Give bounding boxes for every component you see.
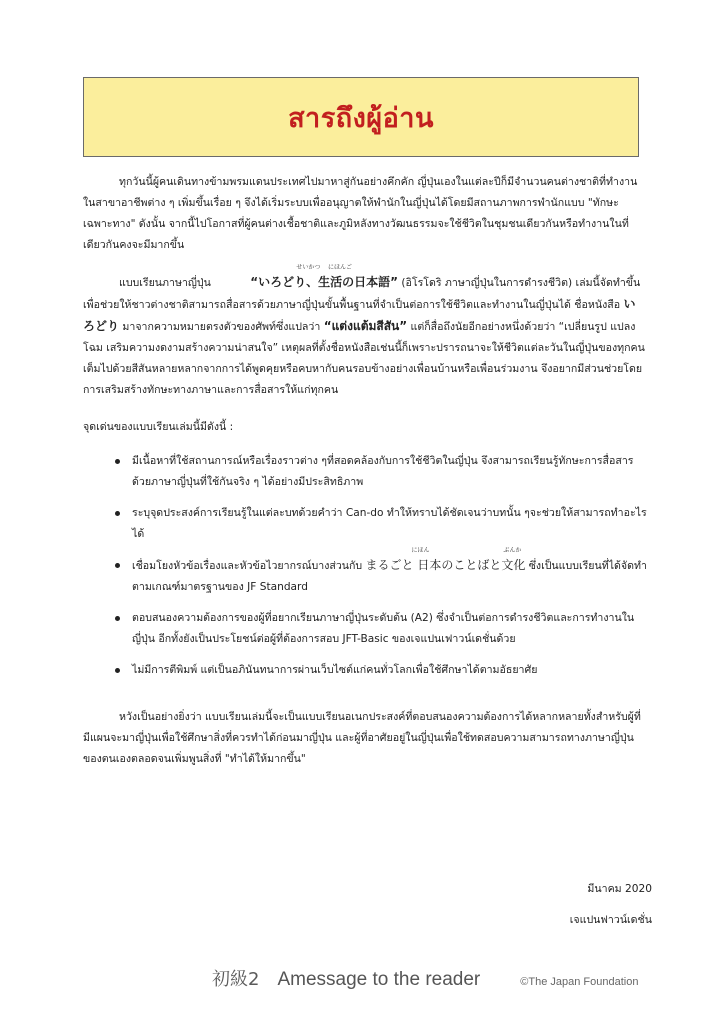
ruby-seikatsu: せいかつ [296, 264, 321, 271]
page-footer [212, 965, 638, 991]
feature-text-b: ซึ่งเป็นแบบเรียนที่ได้จัดทำตามเกณฑ์มาตรฐานของ JF Standard [132, 560, 647, 593]
footer-message: Amessage to the reader [277, 969, 481, 990]
feature-item [115, 547, 647, 598]
signature: เจแปนฟาวน์เดชั่น [569, 914, 652, 926]
ruby-nihon: にほん [411, 547, 430, 554]
ruby-nihongo: にほんご [327, 264, 352, 271]
feature-item: ไม่มีการตีพิมพ์ แต่เป็นอภินันทนาการผ่านเว็บไซต์แก่คนทั่วโลกเพื่อใช้ศึกษาได้ตามอัธยาศัย [115, 660, 647, 681]
features-intro: จุดเด่นของแบบเรียนเล่มนี้มีดังนี้ : [83, 421, 234, 433]
level-label: 初級2 [212, 969, 260, 990]
textbook-brand-text: “いろどり、生活の日本語” [250, 275, 399, 289]
feature-text-a: เชื่อมโยงหัวข้อเรื่องและหัวข้อไวยากรณ์บางส่วนกับ [132, 560, 366, 572]
marugoto-title [365, 547, 526, 576]
title-box [83, 77, 639, 157]
intro-paragraph: ทุกวันนี้ผู้คนเดินทางข้ามพรมแดนประเทศไปมาหาสู่กันอย่างคึกคัก ญี่ปุ่นเองในแต่ละปีก็มีจำนวนคนต่างชาติที่ทำงานในสาขาอาชีพต่าง ๆ เพิ่มขึ้นเรื่อย ๆ จึงได้เริ่มระบบเพื่ออนุญาตให้พำนักในญี่ปุ่นได้โดยมีสถานภาพการพำนักแบบ "ทักษะเฉพาะทาง" ดังนั้น จากนี้ไปโอกาสที่ผู้คนต่างเชื้อชาติและภูมิหลังทางวัฒนธรรมจะใช้ชีวิตในชุมชนเดียวกันหรือทำงานในที่เดียวกันคงจะมีมากขึ้น [83, 176, 638, 251]
textbook-text-a: แบบเรียนภาษาญี่ปุ่น [119, 277, 215, 289]
main-content [83, 172, 647, 770]
textbook-text-b: (อิโรโดริ ภาษาญี่ปุ่นในการดำรงชีวิต) เล่มนี้จัดทำขึ้นเพื่อช่วยให้ชาวต่างชาติสามารถสื่อสารด้วยภาษาญี่ปุ่นขั้นพื้นฐานที่จำเป็นต่อการใช้ชีวิตและทำงานในญี่ปุ่นได้ ชื่อหนังสือ [83, 277, 641, 311]
features-list [115, 451, 647, 681]
textbook-text-d: แต่ก็สื่อถึงนัยอีกอย่างหนึ่งด้วยว่า “เปลี่ยนรูป แปลงโฉม เสริมความงดงามสร้างความน่าสนใจ” เหตุผลที่ตั้งชื่อหนังสือเช่นนี้ก็เพราะปรารถนาจะให้ชีวิตแต่ละวันในญี่ปุ่นของทุกคนเต็มไปด้วยสีสันหลายหลากจากการได้พูดคุยหรือคบหากับคนรอบข้างอย่างเพื่อนบ้านหรือเพื่อนร่วมงาน จึงอยากมีส่วนช่วยโดยการเสริมสร้างทักษะทางภาษาและการสื่อสารให้แก่ทุกคน [83, 321, 645, 396]
feature-item: ระบุจุดประสงค์การเรียนรู้ในแต่ละบทด้วยคำว่า Can-do ทำให้ทราบได้ชัดเจนว่าบทนั้น ๆจะช่วยให้สามารถทำอะไรได้ [115, 503, 647, 545]
textbook-text-c: มาจากความหมายตรงตัวของศัพท์ซึ่งแปลว่า [119, 321, 324, 333]
textbook-brand-short: いろどり [83, 297, 636, 333]
meaning-highlight: “แต่งแต้มสีสัน” [323, 319, 408, 333]
date: มีนาคม 2020 [587, 883, 652, 895]
feature-item: มีเนื้อหาที่ใช้สถานการณ์หรือเรื่องราวต่าง ๆที่สอดคล้องกับการใช้ชีวิตในญี่ปุ่น จึงสามารถเรียนรู้ทักษะการสื่อสารด้วยภาษาญี่ปุ่นที่ใช้กันจริง ๆ ได้อย่างมีประสิทธิภาพ [115, 451, 647, 493]
textbook-brand-title [214, 264, 399, 293]
feature-item: ตอบสนองความต้องการของผู้ที่อยากเรียนภาษาญี่ปุ่นระดับต้น (A2) ซึ่งจำเป็นต่อการดำรงชีวิตและการทำงานในญี่ปุ่น อีกทั้งยังเป็นประโยชน์ต่อผู้ที่ต้องการสอบ JFT-Basic ของเจแปนเฟาวน์เดชั่นด้วย [115, 608, 647, 650]
copyright: ©The Japan Foundation [520, 976, 639, 988]
closing-paragraph: หวังเป็นอย่างยิ่งว่า แบบเรียนเล่มนี้จะเป็นแบบเรียนอเนกประสงค์ที่ตอบสนองความต้องการได้หลากหลายทั้งสำหรับผู้ที่มีแผนจะมาญี่ปุ่นเพื่อใช้ศึกษาสิ่งที่ควรทำได้ก่อนมาญี่ปุ่น และผู้ที่อาศัยอยู่ในญี่ปุ่นเพื่อใช้ทดสอบความสามารถทางภาษาญี่ปุ่นของตนเองตลอดจนเพิ่มพูนสิ่งที่ "ทำได้ให้มากขึ้น" [83, 711, 641, 765]
ruby-bunka: ぶんか [503, 547, 522, 554]
textbook-paragraph [83, 264, 647, 401]
page-title: สารถึงผู้อ่าน [288, 102, 434, 134]
marugoto-text: まるごと 日本のことばと文化 [365, 558, 526, 572]
